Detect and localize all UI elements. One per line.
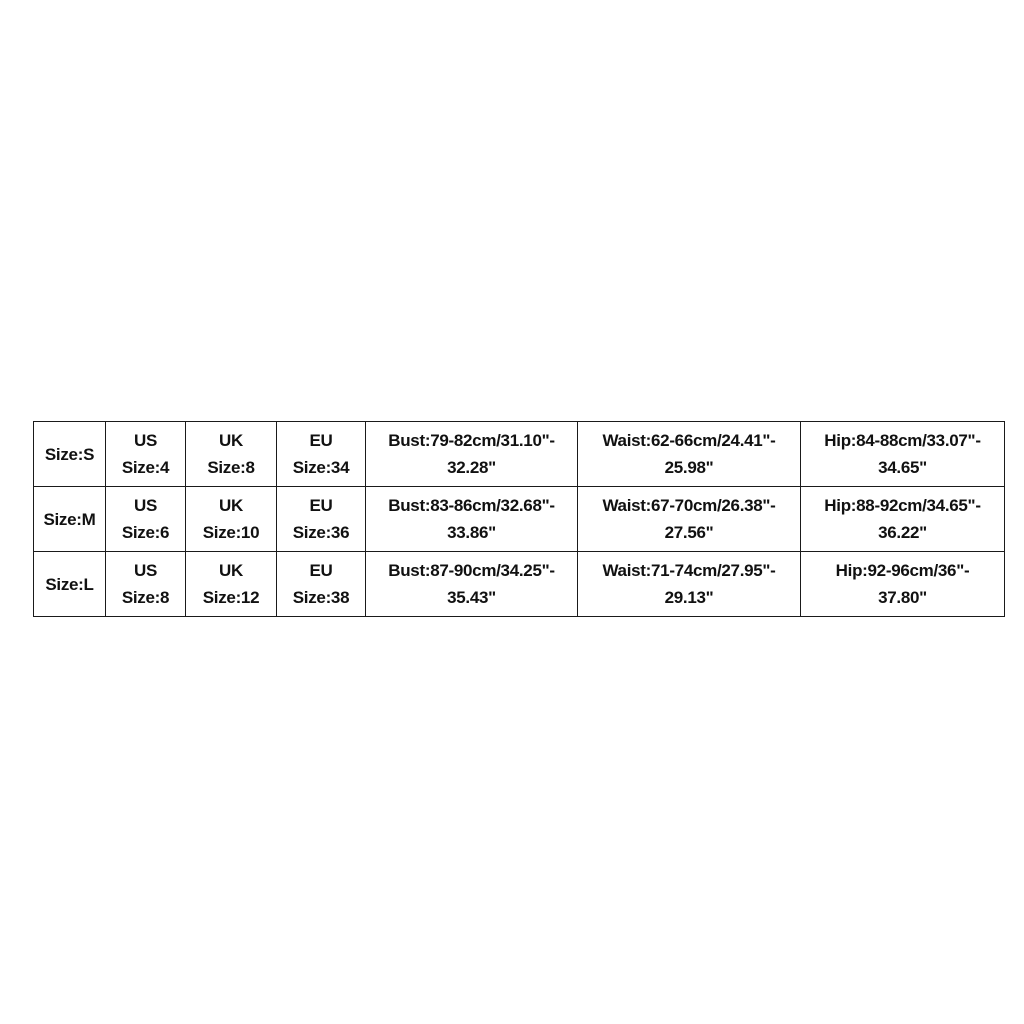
size-label: Size:M bbox=[43, 509, 96, 529]
uk-size-cell bbox=[186, 552, 277, 617]
size-label-cell bbox=[34, 422, 106, 487]
bust-cell bbox=[366, 487, 578, 552]
eu-size-header: EU bbox=[309, 431, 333, 450]
hip-measure-line-1: Hip:84-88cm/33.07"- bbox=[824, 431, 981, 450]
bust-measure-line-1: Bust:83-86cm/32.68"- bbox=[388, 496, 555, 515]
bust-measure-line-2: 35.43" bbox=[447, 588, 496, 607]
hip-measure-line-2: 37.80" bbox=[878, 588, 927, 607]
waist-cell bbox=[578, 552, 801, 617]
waist-measure-line-2: 27.56" bbox=[664, 523, 714, 542]
hip-measure-line-2: 34.65" bbox=[878, 458, 927, 477]
uk-size-header: UK bbox=[219, 561, 243, 580]
size-chart-table bbox=[33, 421, 1005, 617]
eu-size-value: Size:38 bbox=[292, 588, 350, 607]
eu-size-cell bbox=[277, 422, 366, 487]
uk-size-header: UK bbox=[219, 496, 243, 515]
waist-cell bbox=[578, 422, 801, 487]
eu-size-cell bbox=[277, 487, 366, 552]
eu-size-cell bbox=[277, 552, 366, 617]
us-size-cell bbox=[106, 422, 186, 487]
bust-measure-line-1: Bust:87-90cm/34.25"- bbox=[388, 561, 555, 580]
table-row-size-l bbox=[34, 552, 1005, 617]
waist-measure-line-2: 25.98" bbox=[664, 458, 714, 477]
uk-size-value: Size:10 bbox=[202, 523, 260, 542]
us-size-value: Size:4 bbox=[121, 458, 170, 477]
hip-measure-line-1: Hip:92-96cm/36"- bbox=[835, 561, 970, 580]
us-size-value: Size:6 bbox=[121, 523, 170, 542]
hip-measure-line-1: Hip:88-92cm/34.65"- bbox=[824, 496, 981, 515]
size-label: Size:S bbox=[44, 444, 95, 464]
us-size-cell bbox=[106, 487, 186, 552]
uk-size-cell bbox=[186, 422, 277, 487]
waist-measure-line-2: 29.13" bbox=[664, 588, 714, 607]
waist-cell bbox=[578, 487, 801, 552]
size-label-cell bbox=[34, 487, 106, 552]
us-size-value: Size:8 bbox=[121, 588, 170, 607]
bust-cell bbox=[366, 552, 578, 617]
waist-measure-line-1: Waist:62-66cm/24.41"- bbox=[602, 431, 776, 450]
eu-size-value: Size:34 bbox=[292, 458, 350, 477]
bust-measure-line-1: Bust:79-82cm/31.10"- bbox=[388, 431, 555, 450]
eu-size-header: EU bbox=[309, 561, 333, 580]
table-row-size-s bbox=[34, 422, 1005, 487]
uk-size-value: Size:12 bbox=[202, 588, 260, 607]
uk-size-value: Size:8 bbox=[207, 458, 255, 477]
hip-cell bbox=[801, 552, 1005, 617]
waist-measure-line-1: Waist:67-70cm/26.38"- bbox=[602, 496, 776, 515]
hip-cell bbox=[801, 422, 1005, 487]
eu-size-value: Size:36 bbox=[292, 523, 350, 542]
us-size-header: US bbox=[133, 496, 158, 515]
uk-size-header: UK bbox=[219, 431, 243, 450]
table-row-size-m bbox=[34, 487, 1005, 552]
eu-size-header: EU bbox=[309, 496, 333, 515]
hip-cell bbox=[801, 487, 1005, 552]
uk-size-cell bbox=[186, 487, 277, 552]
us-size-header: US bbox=[133, 561, 158, 580]
bust-cell bbox=[366, 422, 578, 487]
us-size-cell bbox=[106, 552, 186, 617]
size-label: Size:L bbox=[45, 574, 94, 594]
bust-measure-line-2: 33.86" bbox=[447, 523, 496, 542]
hip-measure-line-2: 36.22" bbox=[878, 523, 927, 542]
size-label-cell bbox=[34, 552, 106, 617]
us-size-header: US bbox=[133, 431, 158, 450]
bust-measure-line-2: 32.28" bbox=[447, 458, 496, 477]
waist-measure-line-1: Waist:71-74cm/27.95"- bbox=[602, 561, 776, 580]
